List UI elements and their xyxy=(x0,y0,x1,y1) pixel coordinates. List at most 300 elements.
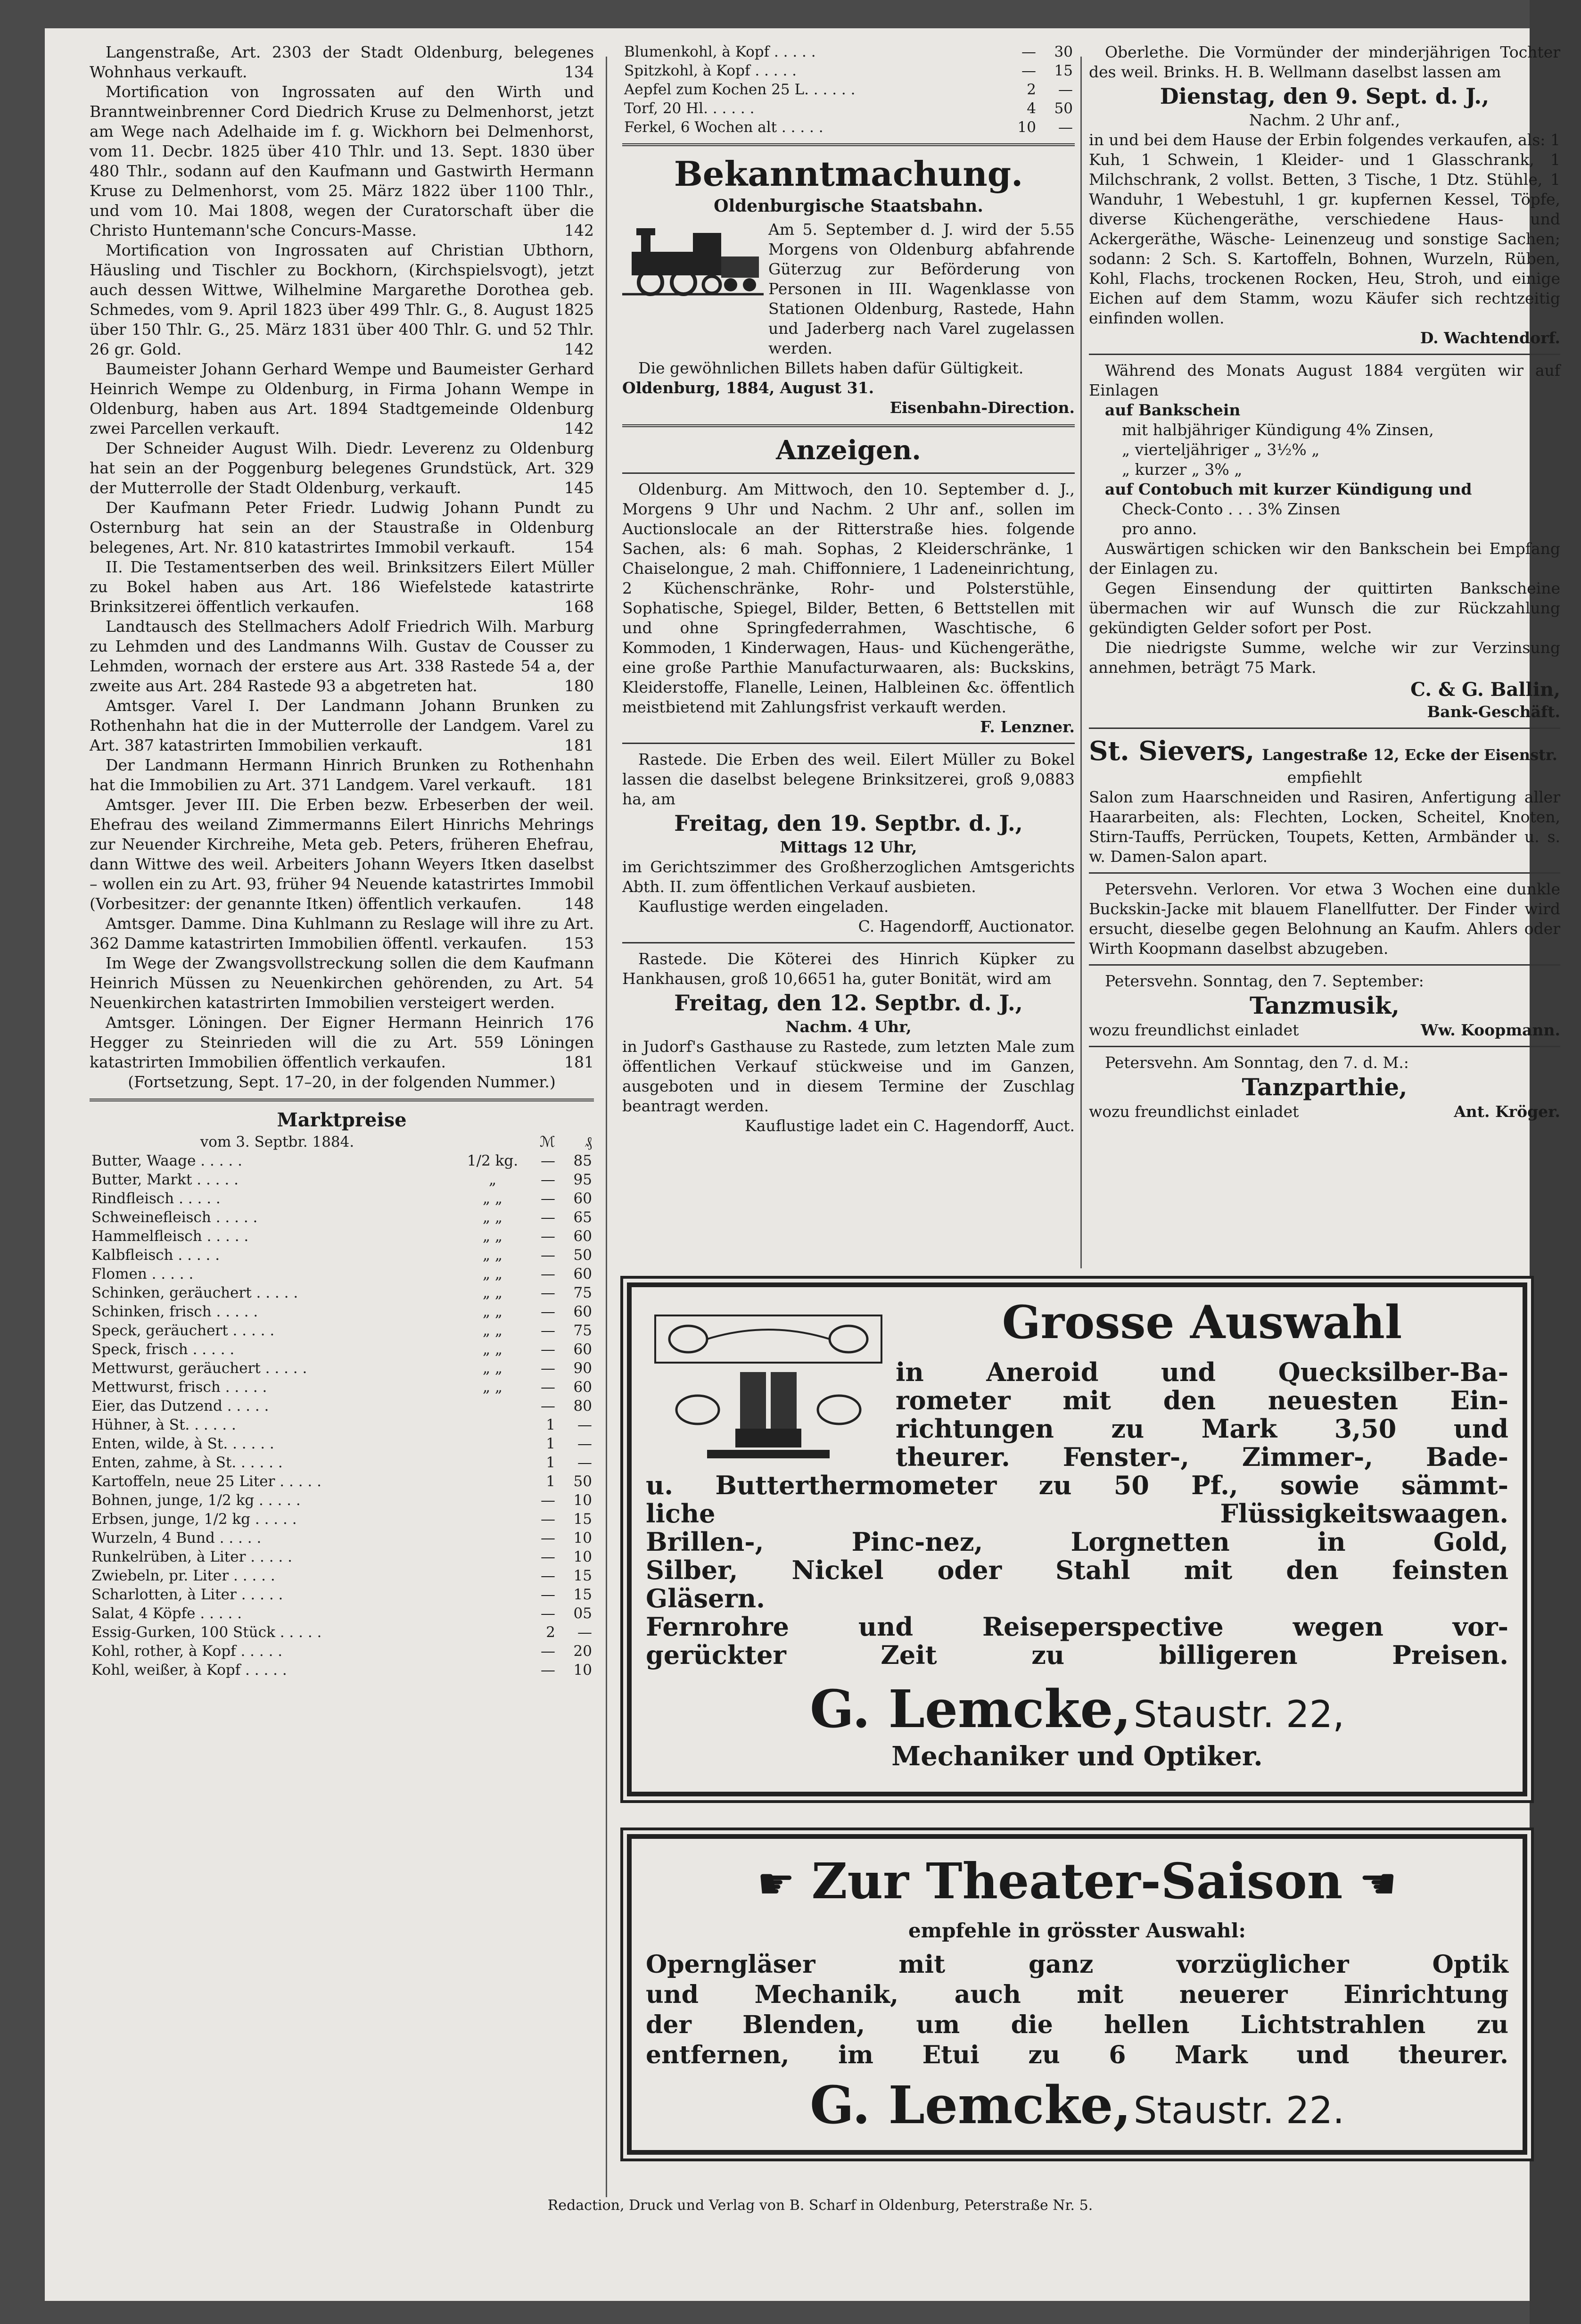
notice-entry xyxy=(90,914,594,953)
table-cell: Blumenkohl, à Kopf . . . . . xyxy=(624,43,816,60)
table-cell: 15 xyxy=(1054,62,1073,79)
table-row xyxy=(90,1415,594,1434)
notice-number: 180 xyxy=(564,677,594,695)
theater-ad-body xyxy=(646,1950,1508,2070)
notice-number: 168 xyxy=(564,597,594,616)
notice-entry xyxy=(90,359,594,438)
table-cell: Eier, das Dutzend . . . . . xyxy=(91,1398,269,1414)
table-cell: Schinken, geräuchert . . . . . xyxy=(91,1284,298,1301)
table-cell: „ „ xyxy=(483,1209,502,1226)
table-cell: — xyxy=(541,1360,555,1377)
theater-ad-line: Operngläser mit ganz vorzüglicher Optik xyxy=(646,1950,1508,1979)
bank-signature: C. & G. Ballin, xyxy=(1410,678,1560,701)
table-row xyxy=(622,99,1075,118)
table-cell: 95 xyxy=(573,1171,592,1188)
column-rule-2 xyxy=(1080,57,1082,1268)
notice-number: 148 xyxy=(564,894,594,913)
table-cell: — xyxy=(541,1284,555,1301)
pointing-hand-right-icon: ☛ xyxy=(1359,1859,1398,1909)
lemcke-ad-line: Silber, Nickel oder Stahl mit den feinsten xyxy=(646,1555,1508,1585)
table-cell: Kalbfleisch . . . . . xyxy=(91,1247,220,1264)
table-cell: — xyxy=(541,1209,555,1226)
table-cell: Flomen . . . . . xyxy=(91,1265,194,1282)
lemcke-ad-body xyxy=(646,1358,1508,1669)
table-cell: 15 xyxy=(573,1586,592,1603)
table-cell: 65 xyxy=(573,1209,592,1226)
notice-text: Der Landmann Hermann Hinrich Brunken zu Rothenhahn hat die Immobilien zu Art. 371 Landgem. Varel verkauft. xyxy=(90,756,594,794)
auction-ad-2-text: Rastede. Die Erben des weil. Eilert Müller zu Bokel lassen die daselbst belegene Brinksitzerei, groß 9,0883 ha, am xyxy=(622,750,1075,808)
table-cell: 10 xyxy=(1017,119,1036,136)
table-cell: Enten, wilde, à St. . . . . . xyxy=(91,1435,274,1452)
table-cell xyxy=(465,1566,520,1585)
table-row xyxy=(90,1604,594,1623)
table-cell: 80 xyxy=(573,1398,592,1414)
table-cell: 1 xyxy=(546,1454,555,1471)
bank-text-3: Gegen Einsendung der quittirten Bankscheine übermachen wir auf Wunsch die zur Rückzahlung gekündigten Gelder sofort per Post. xyxy=(1089,579,1560,637)
table-cell: Aepfel zum Kochen 25 L. . . . . . xyxy=(624,81,856,98)
notice-entry xyxy=(90,82,594,240)
table-cell: Runkelrüben, à Liter . . . . . xyxy=(91,1548,292,1565)
table-cell: 60 xyxy=(573,1303,592,1320)
tanz1-title: Tanzmusik, xyxy=(1249,992,1400,1019)
table-cell xyxy=(465,1547,520,1566)
sievers-empfiehlt: empfiehlt xyxy=(1287,768,1362,786)
table-row xyxy=(90,1283,594,1302)
notice-number: 142 xyxy=(564,221,594,240)
table-cell: 2 xyxy=(546,1624,555,1641)
table-cell xyxy=(465,1397,520,1415)
table-row xyxy=(90,1453,594,1472)
notice-text: Landtausch des Stellmachers Adolf Friedrich Wilh. Marburg zu Lehmden und des Landmanns Wilh. Gustav de Cousser zu Lehmden, wornach der erstere aus Art. 338 Rastede 54 a, der zweite aus Art. 284 Rastede 93 a abgetreten hat. xyxy=(90,617,594,695)
table-row xyxy=(622,61,1075,80)
table-cell: „ „ xyxy=(483,1303,502,1320)
divider xyxy=(1089,964,1560,966)
notice-text: Mortification von Ingrossaten auf den Wirth und Branntweinbrenner Cord Diedrich Kruse zu Delmenhorst, jetzt am Wege nach Adelhaide im f. g. Wickhorn bei Delmenhorst, vom 11. Decbr. 1825 über 410 Thlr. und 13. Sept. 1830 über 480 Thlr., sodann auf den Kaufmann und Gastwirth Hermann Kruse zu Delmenhorst, vom 25. März 1822 über 1100 Thlr., und vom 10. Mai 1808, wegen der Curatorschaft über die Christo Huntemann'sche Concurs-Masse. xyxy=(90,83,594,240)
table-cell: — xyxy=(541,1190,555,1207)
table-cell: — xyxy=(1058,119,1073,136)
table-cell: 60 xyxy=(573,1265,592,1282)
notice-entry xyxy=(90,953,594,1032)
table-row xyxy=(90,1642,594,1661)
notice-number: 176 xyxy=(564,1013,594,1032)
table-row xyxy=(90,1265,594,1283)
table-cell: — xyxy=(541,1341,555,1358)
table-row xyxy=(90,1491,594,1510)
lemcke-ad-line: rometer mit den neuesten Ein- xyxy=(896,1385,1508,1415)
table-cell: 10 xyxy=(573,1662,592,1679)
table-cell: Mettwurst, frisch . . . . . xyxy=(91,1379,267,1396)
notice-number: 181 xyxy=(564,776,594,794)
lemcke-ad-line: Brillen-, Pinc-nez, Lorgnetten in Gold, xyxy=(646,1527,1508,1557)
table-cell: 2 xyxy=(1027,81,1036,98)
table-cell: — xyxy=(541,1548,555,1565)
table-cell: — xyxy=(541,1171,555,1188)
bank-rate-line: auf Contobuch mit kurzer Kündigung und xyxy=(1105,480,1472,498)
table-cell: — xyxy=(577,1435,592,1452)
auction-ad-3-body: in Judorf's Gasthause zu Rastede, zum letzten Male zum öffentlichen Verkauf stückweise und im Ganzen, ausgeboten und in diesem Termine der Zuschlag beantragt werden. xyxy=(622,1037,1075,1115)
bank-rate-line: „ kurzer „ 3% „ xyxy=(1122,460,1243,479)
lemcke-ad-line: gerückter Zeit zu billigeren Preisen. xyxy=(646,1640,1508,1670)
table-cell xyxy=(465,1585,520,1604)
oberlethe-body: in und bei dem Hause der Erbin folgendes verkaufen, als: 1 Kuh, 1 Schwein, 1 Kleider- und 1 Glasschrank, 1 Milchschrank, 2 vollst. Betten, 3 Tische, 1 Dtz. Stühle, 1 Wanduhr, 1 Webestuhl, 1 gr. kupfernen Kessel, Töpfe, diverse Küchengeräthe, verschiedene Haus- und Ackergeräthe, Wäsche- Leinenzeug und sonstige Sachen; sodann: 2 Sch. S. Kartoffeln, Bohnen, Wurzeln, Rüben, Kohl, Flachs, trockenen Rocken, Heu, Stroh, und einige Eichen auf dem Stamm, wozu Käufer sich rechtzeitig einfinden wollen. xyxy=(1089,131,1560,327)
lemcke-ad-line: u. Butterthermometer zu 50 Pf., sowie sämmt- xyxy=(646,1470,1508,1500)
table-row xyxy=(90,1378,594,1397)
table-cell: — xyxy=(541,1530,555,1547)
table-cell xyxy=(465,1642,520,1661)
table-cell: Speck, geräuchert . . . . . xyxy=(91,1322,275,1339)
table-cell: 75 xyxy=(573,1322,592,1339)
market-header-cell xyxy=(465,1133,520,1151)
notice-entry xyxy=(90,755,594,795)
notice-number: 142 xyxy=(564,419,594,438)
lemcke-trade: Mechaniker und Optiker. xyxy=(891,1741,1263,1772)
table-row xyxy=(90,1189,594,1208)
table-cell: Kartoffeln, neue 25 Liter . . . . . xyxy=(91,1473,321,1490)
lemcke-ad-line: theurer. Fenster-, Zimmer-, Bade- xyxy=(896,1442,1508,1472)
table-cell: Essig-Gurken, 100 Stück . . . . . xyxy=(91,1624,322,1641)
notice-number: 142 xyxy=(564,340,594,358)
table-cell: „ „ xyxy=(483,1322,502,1339)
notice-number: 134 xyxy=(564,63,594,81)
lemcke-ad-line: in Aneroid und Quecksilber-Ba- xyxy=(896,1357,1508,1387)
table-cell: „ „ xyxy=(483,1379,502,1396)
table-cell: — xyxy=(541,1265,555,1282)
divider xyxy=(90,1099,594,1101)
notice-entry xyxy=(90,795,594,914)
table-cell xyxy=(465,1434,520,1453)
oberlethe-signature: D. Wachtendorf. xyxy=(1420,329,1560,347)
notice-text: Amtsger. Damme. Dina Kuhlmann zu Reslage will ihre zu Art. 362 Damme katastrirten Immobilien öffentl. verkaufen. xyxy=(90,914,594,952)
auction-ad-2-invite: Kauflustige werden eingeladen. xyxy=(638,897,889,916)
bank-rate-line: mit halbjähriger Kündigung 4% Zinsen, xyxy=(1122,421,1434,439)
table-cell: — xyxy=(541,1322,555,1339)
table-row xyxy=(90,1510,594,1529)
oberlethe-time: Nachm. 2 Uhr anf., xyxy=(1249,111,1400,129)
market-title: Marktpreise xyxy=(277,1109,407,1131)
table-cell: Schweinefleisch . . . . . xyxy=(91,1209,258,1226)
table-cell: — xyxy=(1021,43,1036,60)
table-cell: Wurzeln, 4 Bund . . . . . xyxy=(91,1530,262,1547)
bank-rates xyxy=(1089,400,1560,539)
table-cell: Mettwurst, geräuchert . . . . . xyxy=(91,1360,307,1377)
table-cell: 1 xyxy=(546,1473,555,1490)
notice-number: 181 xyxy=(564,736,594,754)
pointing-hand-left-icon: ☛ xyxy=(757,1859,795,1909)
oberlethe-text: Oberlethe. Die Vormünder der minderjährigen Tochter des weil. Brinks. H. B. Wellmann daselbst lassen am xyxy=(1089,43,1560,81)
theater-lemcke-name: G. Lemcke, xyxy=(810,2075,1131,2135)
market-header-cell: ℳ xyxy=(539,1133,555,1150)
tanz1-invite: wozu freundlichst einladet xyxy=(1089,1021,1299,1039)
table-cell: Schinken, frisch . . . . . xyxy=(91,1303,258,1320)
table-cell xyxy=(465,1472,520,1491)
table-cell: 10 xyxy=(573,1530,592,1547)
notice-text: Mortification von Ingrossaten auf Christian Ubthorn, Häusling und Tischler zu Bockhorn, (Kirchspielsvogt), jetzt auch dessen Wittwe, Wilhelmine Margarethe Dorothea geb. Schmedes, vom 9. April 1823 über 499 Thlr. G., 8. August 1825 über 150 Thlr. G., 25. März 1831 über 400 Thlr. G. und 52 Thlr. 26 gr. Gold. xyxy=(90,241,594,358)
lemcke-ad-line: Gläsern. xyxy=(646,1583,765,1613)
notice-text: Der Kaufmann Peter Friedr. Ludwig Johann Pundt zu Osternburg hat sein an der Staustraße in Oldenburg belegenes, Art. Nr. 810 katastrirtes Immobil verkauft. xyxy=(90,498,594,556)
bank-text: Während des Monats August 1884 vergüten wir auf Einlagen xyxy=(1089,361,1560,399)
table-cell xyxy=(465,1415,520,1434)
tanz2-title: Tanzparthie, xyxy=(1242,1073,1408,1101)
notice-entry xyxy=(90,42,594,82)
notice-entry xyxy=(90,498,594,557)
table-cell xyxy=(465,1623,520,1642)
theater-lemcke-address: Staustr. 22. xyxy=(1133,2090,1344,2132)
tanz1-signature: Ww. Koopmann. xyxy=(1421,1021,1560,1039)
auction-ad-2-date: Freitag, den 19. Septbr. d. J., xyxy=(674,811,1023,836)
table-row xyxy=(90,1302,594,1321)
table-cell: 50 xyxy=(1054,100,1073,117)
table-cell: Scharlotten, à Liter . . . . . xyxy=(91,1586,283,1603)
column-rule-1 xyxy=(606,57,607,2197)
table-row xyxy=(90,1340,594,1359)
notice-number: 154 xyxy=(564,538,594,556)
table-row xyxy=(622,118,1075,137)
theater-ad-line: und Mechanik, auch mit neuerer Einrichtung xyxy=(646,1980,1508,2009)
sievers-text: Salon zum Haarschneiden und Rasiren, Anfertigung aller Haararbeiten, als: Flechten, Locken, Scheitel, Knoten, Stirn-Tauffs, Perrücken, Toupets, Ketten, Armbänder u. s. w. Damen-Salon apart. xyxy=(1089,788,1560,866)
table-cell: „ „ xyxy=(483,1284,502,1301)
table-cell: 20 xyxy=(573,1643,592,1660)
table-row xyxy=(90,1623,594,1642)
lemcke-address: Staustr. 22, xyxy=(1133,1694,1344,1736)
column-1 xyxy=(90,42,594,1679)
lemcke-name: G. Lemcke, xyxy=(810,1679,1131,1739)
theater-ad-title: Zur Theater-Saison xyxy=(811,1852,1343,1910)
table-cell xyxy=(465,1529,520,1547)
table-cell xyxy=(465,1661,520,1679)
bekanntmachung-title: Bekanntmachung. xyxy=(674,154,1023,194)
tanz1-head: Petersvehn. Sonntag, den 7. September: xyxy=(1105,972,1424,990)
bank-rate-line: „ vierteljähriger „ 3½% „ xyxy=(1122,440,1320,459)
lemcke-ad-line: liche Flüssigkeitswaagen. xyxy=(646,1498,1508,1529)
table-cell: — xyxy=(577,1624,592,1641)
table-cell: Spitzkohl, à Kopf . . . . . xyxy=(624,62,797,79)
notice-entry xyxy=(90,696,594,755)
table-cell: 1/2 kg. xyxy=(467,1152,519,1169)
auction-ad-3-text: Rastede. Die Köterei des Hinrich Küpker zu Hankhausen, groß 10,6651 ha, guter Bonität, wird am xyxy=(622,950,1075,988)
table-row xyxy=(90,1208,594,1227)
auction-ad-2-signature: C. Hagendorff, Auctionator. xyxy=(858,917,1075,935)
lemcke-ad-title: Grosse Auswahl xyxy=(1002,1296,1402,1349)
table-cell: 60 xyxy=(573,1228,592,1245)
divider xyxy=(622,143,1075,146)
bank-rate-line: auf Bankschein xyxy=(1105,401,1241,419)
table-row xyxy=(90,1170,594,1189)
table-row xyxy=(90,1321,594,1340)
table-cell: 90 xyxy=(573,1360,592,1377)
table-row xyxy=(90,1434,594,1453)
table-cell xyxy=(465,1510,520,1529)
table-cell: 15 xyxy=(573,1567,592,1584)
table-row xyxy=(90,1585,594,1604)
table-cell: Hammelfleisch . . . . . xyxy=(91,1228,249,1245)
bank-text-4: Die niedrigste Summe, welche wir zur Verzinsung annehmen, beträgt 75 Mark. xyxy=(1089,638,1560,677)
table-cell: — xyxy=(541,1586,555,1603)
table-cell: Torf, 20 Hl. . . . . . xyxy=(624,100,755,117)
divider xyxy=(1089,1046,1560,1047)
table-cell: 05 xyxy=(573,1605,592,1622)
table-row xyxy=(90,1246,594,1265)
bekanntmachung-signature: Eisenbahn-Direction. xyxy=(889,398,1075,417)
oberlethe-date: Dienstag, den 9. Sept. d. J., xyxy=(1160,83,1490,109)
table-cell: 1 xyxy=(546,1435,555,1452)
lemcke-ad-barometer xyxy=(627,1282,1527,1796)
auction-ad-2-body: im Gerichtszimmer des Großherzoglichen Amtsgerichts Abth. II. zum öffentlichen Verkauf ausbieten. xyxy=(622,858,1075,896)
price-table-continued xyxy=(622,42,1075,137)
table-cell xyxy=(465,1604,520,1623)
auction-ad-2-time: Mittags 12 Uhr, xyxy=(780,838,917,856)
table-cell xyxy=(465,1491,520,1510)
table-cell: — xyxy=(541,1511,555,1528)
column-2 xyxy=(622,42,1075,1136)
bekanntmachung-text: Am 5. September d. J. wird der 5.55 Morgens von Oldenburg abfahrende Güterzug zur Beförderung von Personen in III. Wagenklasse von Stationen Oldenburg, Rastede, Hahn und Jaderberg nach Varel zugelassen werden. xyxy=(768,220,1075,357)
table-cell xyxy=(465,1453,520,1472)
market-price-table xyxy=(90,1133,594,1679)
auction-ad-3-date: Freitag, den 12. Septbr. d. J., xyxy=(674,990,1023,1016)
lemcke-ad-line: Fernrohre und Reiseperspective wegen vor- xyxy=(646,1612,1508,1642)
bank-rate-line: pro anno. xyxy=(1122,520,1197,538)
bank-rate-line: Check-Conto . . . 3% Zinsen xyxy=(1122,500,1341,518)
lemcke-ad-theater xyxy=(627,1834,1527,2155)
notice-entry xyxy=(90,438,594,498)
table-cell: „ „ xyxy=(483,1265,502,1282)
table-cell: — xyxy=(541,1247,555,1264)
table-cell: Butter, Waage . . . . . xyxy=(91,1152,242,1169)
table-row xyxy=(90,1547,594,1566)
table-cell: 75 xyxy=(573,1284,592,1301)
table-cell: Hühner, à St. . . . . . xyxy=(91,1416,236,1433)
notice-entry xyxy=(90,617,594,696)
table-cell: Speck, frisch . . . . . xyxy=(91,1341,235,1358)
table-cell: „ „ xyxy=(483,1360,502,1377)
column-3 xyxy=(1089,42,1560,1122)
locomotive-icon xyxy=(622,219,764,299)
table-cell: 30 xyxy=(1054,43,1073,60)
table-cell: 10 xyxy=(573,1492,592,1509)
table-cell: 60 xyxy=(573,1341,592,1358)
theater-ad-line: entfernen, im Etui zu 6 Mark und theurer. xyxy=(646,2041,1508,2069)
table-cell: — xyxy=(541,1662,555,1679)
table-cell: — xyxy=(541,1303,555,1320)
table-cell: Bohnen, junge, 1/2 kg . . . . . xyxy=(91,1492,301,1509)
notice-text: Amtsger. Löningen. Der Eigner Hermann Heinrich Hegger zu Steinrieden will die zu Art. 559 Löningen katastrirten Immobilien öffentlich verkaufen. xyxy=(90,1013,594,1071)
notice-number: 181 xyxy=(564,1053,594,1071)
table-row xyxy=(90,1359,594,1378)
auction-ad-3-signature: Kauflustige ladet ein C. Hagendorff, Auct. xyxy=(745,1117,1075,1135)
table-cell: — xyxy=(541,1379,555,1396)
sievers-name: St. Sievers, xyxy=(1089,736,1255,767)
table-cell: — xyxy=(541,1605,555,1622)
table-cell: 60 xyxy=(573,1379,592,1396)
table-cell: — xyxy=(541,1398,555,1414)
table-row xyxy=(90,1529,594,1547)
table-row xyxy=(90,1151,594,1170)
notice-text: Amtsger. Jever III. Die Erben bezw. Erbeserben der weil. Ehefrau des weiland Zimmermanns Eilert Hinrichs Mehrings zur Neuender Kirchreihe, Meta geb. Peters, früheren Ehefrau, dann Wittwe des weil. Arbeiters Johann Weyers Itken daselbst – wollen ein zu Art. 93, früher 94 Neuende katastrirtes Immobil (Vorbesitzer: der genannte Itken) öffentlich verkaufen. xyxy=(90,795,594,913)
tanz2-signature: Ant. Kröger. xyxy=(1454,1102,1560,1121)
notice-entry xyxy=(90,1013,594,1072)
table-cell: 50 xyxy=(573,1247,592,1264)
table-row xyxy=(90,1661,594,1679)
table-cell: Rindfleisch . . . . . xyxy=(91,1190,221,1207)
table-cell: Ferkel, 6 Wochen alt . . . . . xyxy=(624,119,823,136)
imprint-footer: Redaction, Druck und Verlag von B. Scharf in Oldenburg, Peterstraße Nr. 5. xyxy=(547,2197,1093,2214)
table-cell: — xyxy=(1021,62,1036,79)
table-cell: 85 xyxy=(573,1152,592,1169)
bekanntmachung-place: Oldenburg, 1884, August 31. xyxy=(622,379,874,397)
table-cell: 10 xyxy=(573,1548,592,1565)
market-header-cell: vom 3. Septbr. 1884. xyxy=(200,1133,354,1150)
table-cell: — xyxy=(577,1454,592,1471)
table-cell: „ „ xyxy=(483,1341,502,1358)
divider xyxy=(622,424,1075,427)
table-cell: Salat, 4 Köpfe . . . . . xyxy=(91,1605,242,1622)
notice-text: Amtsger. Varel I. Der Landmann Johann Brunken zu Rothenhahn hat die in der Mutterrolle der Landgem. Varel zu Art. 387 katastrirten Immobilien verkauft. xyxy=(90,696,594,754)
table-cell: 50 xyxy=(573,1473,592,1490)
anzeigen-title: Anzeigen. xyxy=(776,435,921,466)
table-row xyxy=(90,1227,594,1246)
table-cell: — xyxy=(577,1416,592,1433)
table-cell: Zwiebeln, pr. Liter . . . . . xyxy=(91,1567,275,1584)
bank-signature-2: Bank-Geschäft. xyxy=(1427,703,1560,721)
table-row xyxy=(622,42,1075,61)
table-cell: Enten, zahme, à St. . . . . . xyxy=(91,1454,283,1471)
table-cell: — xyxy=(541,1152,555,1169)
market-header-cell: ₰ xyxy=(585,1133,592,1150)
tanz2-invite: wozu freundlichst einladet xyxy=(1089,1102,1299,1121)
table-cell: Erbsen, junge, 1/2 kg . . . . . xyxy=(91,1511,297,1528)
divider xyxy=(1089,728,1560,729)
table-cell: — xyxy=(541,1492,555,1509)
table-cell: — xyxy=(541,1567,555,1584)
divider xyxy=(1089,354,1560,355)
notice-text: Der Schneider August Wilh. Diedr. Leverenz zu Oldenburg hat sein an der Poggenburg belegenes Grundstück, Art. 329 der Mutterrolle der Stadt Oldenburg, verkauft. xyxy=(90,439,594,497)
notice-number: 145 xyxy=(564,479,594,497)
table-cell: „ „ xyxy=(483,1228,502,1245)
lemcke-ad-line: richtungen zu Mark 3,50 und xyxy=(896,1414,1508,1444)
table-cell: 15 xyxy=(573,1511,592,1528)
table-cell: „ „ xyxy=(483,1190,502,1207)
notice-number: 153 xyxy=(564,934,594,952)
divider xyxy=(622,942,1075,943)
theater-ad-line: der Blenden, um die hellen Lichtstrahlen zu xyxy=(646,2010,1508,2039)
table-cell: Kohl, weißer, à Kopf . . . . . xyxy=(91,1662,287,1679)
bekanntmachung-subtitle: Oldenburgische Staatsbahn. xyxy=(714,196,983,216)
table-cell: Kohl, rother, à Kopf . . . . . xyxy=(91,1643,283,1660)
bank-text-2: Auswärtigen schicken wir den Bankschein bei Empfang der Einlagen zu. xyxy=(1089,539,1560,578)
auction-ad-1-text: Oldenburg. Am Mittwoch, den 10. September d. J., Morgens 9 Uhr und Nachm. 2 Uhr anf., sollen im Auctionslocale an der Ritterstraße hies. folgende Sachen, als: 6 mah. Sophas, 2 Kleiderschränke, 1 Chaiselongue, 2 mah. Chiffonniere, 1 Ladeneinrichtung, 2 Küchenschränke, Rohr- und Polsterstühle, Sophatische, Spiegel, Bilder, Betten, 6 Bettstellen mit und ohne Springfederrahmen, Waschtische, 6 Kommoden, 1 Kinderwagen, Haus- und Küchengeräthe, eine große Parthie Manufacturwaaren, als: Buckskins, Kleiderstoffe, Flanelle, Leinen, Halbleinen &c. öffentlich meistbietend mit Zahlungsfrist verkauft werden. xyxy=(622,480,1075,716)
table-row xyxy=(622,80,1075,99)
theater-ad-subtitle: empfehle in grösster Auswahl: xyxy=(908,1919,1246,1942)
table-cell: „ „ xyxy=(483,1247,502,1264)
notice-text: Im Wege der Zwangsvollstreckung sollen die dem Kaufmann Heinrich Müssen zu Neuenkirchen gehörenden, zu Art. 54 Neuenkirchen katastrirten Immobilien versteigert werden. xyxy=(90,954,594,1012)
notice-entry xyxy=(90,557,594,617)
table-cell: — xyxy=(541,1643,555,1660)
bekanntmachung-text2: Die gewöhnlichen Billets haben dafür Gültigkeit. xyxy=(638,359,1024,377)
table-row xyxy=(90,1397,594,1415)
table-cell: Butter, Markt . . . . . xyxy=(91,1171,239,1188)
table-cell: — xyxy=(541,1228,555,1245)
table-row xyxy=(90,1472,594,1491)
table-cell: 4 xyxy=(1027,100,1036,117)
table-cell: 60 xyxy=(573,1190,592,1207)
notice-text: II. Die Testamentserben des weil. Brinksitzers Eilert Müller zu Bokel haben aus Art. 186 Wiefelstede katastrirte Brinksitzerei öffentlich verkaufen. xyxy=(90,558,594,616)
table-cell: — xyxy=(1058,81,1073,98)
sievers-address: Langestraße 12, Ecke der Eisenstr. xyxy=(1262,746,1557,764)
notice-entry xyxy=(90,240,594,359)
divider xyxy=(1089,872,1560,874)
lost-notice: Petersvehn. Verloren. Vor etwa 3 Wochen eine dunkle Buckskin-Jacke mit blauem Flanellfutter. Der Finder wird ersucht, dieselbe gegen Belohnung an Kaufm. Ahlers oder Wirth Koopmann daselbst abzugeben. xyxy=(1089,880,1560,958)
divider xyxy=(622,472,1075,474)
table-row xyxy=(90,1566,594,1585)
